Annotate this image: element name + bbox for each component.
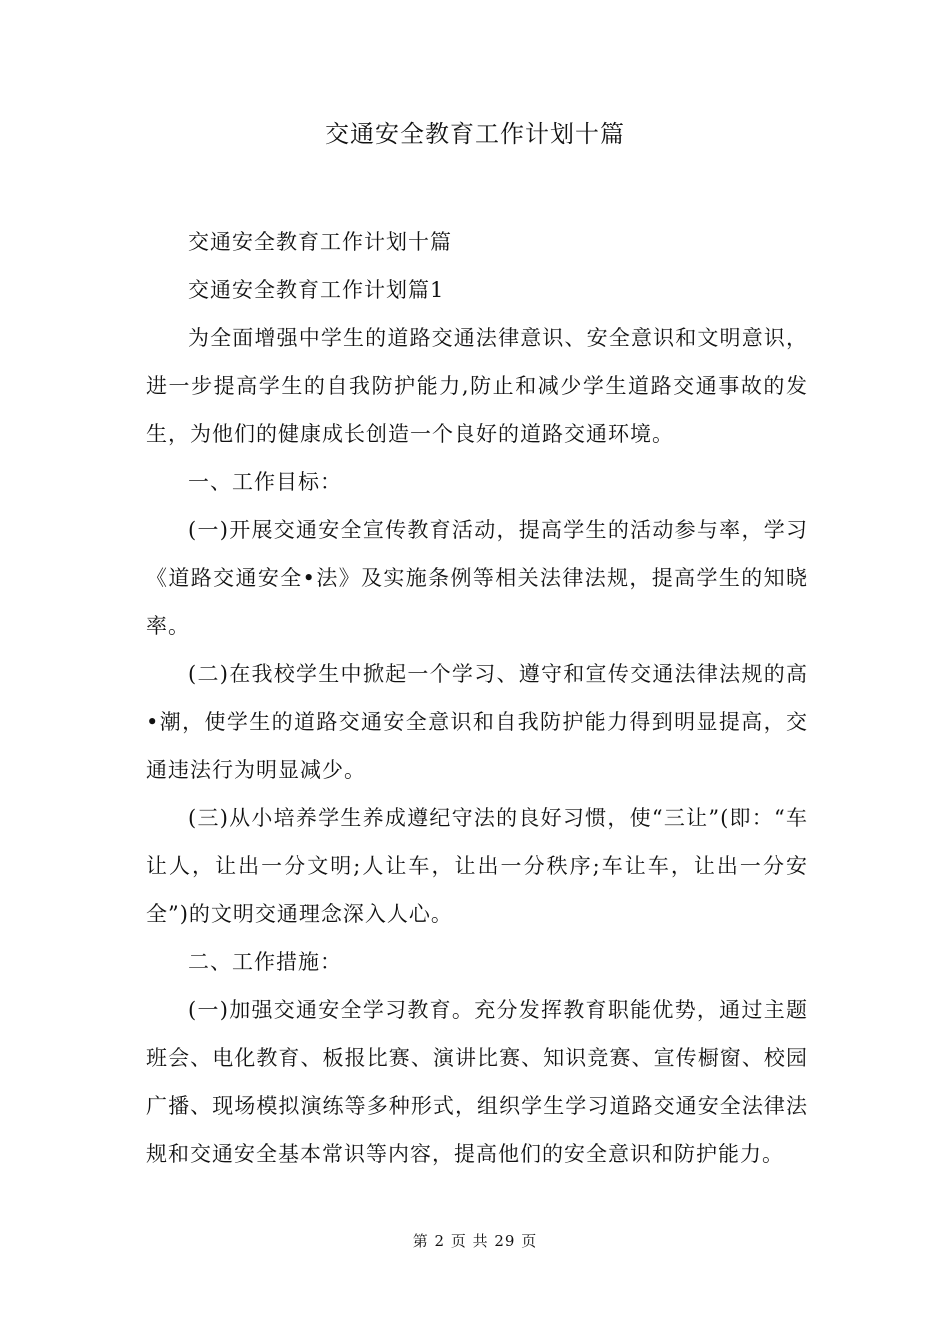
- paragraph-section-title: 交通安全教育工作计划篇1: [188, 278, 445, 302]
- paragraph-goal-2: (二)在我校学生中掀起一个学习、遵守和宣传交通法律法规的高•潮，使学生的道路交通安全意识和自我防护能力得到明显提高，交通违法行为明显减少。: [146, 662, 808, 782]
- page-footer: 第 2 页 共 29 页: [412, 1232, 538, 1250]
- paragraph-measure-1: (一)加强交通安全学习教育。充分发挥教育职能优势，通过主题班会、电化教育、板报比赛、演讲比赛、知识竞赛、宣传橱窗、校园广播、现场模拟演练等多种形式，组织学生学习道路交通安全法律法规和交通安全基本常识等内容，提高他们的安全意识和防护能力。: [146, 998, 808, 1166]
- document-title: 交通安全教育工作计划十篇: [325, 120, 625, 148]
- paragraph-goals-heading: 一、工作目标：: [188, 470, 342, 494]
- paragraph-goal-1: (一)开展交通安全宣传教育活动，提高学生的活动参与率，学习《道路交通安全•法》及实施条例等相关法律法规，提高学生的知晓率。: [146, 518, 808, 638]
- paragraph-heading-repeat: 交通安全教育工作计划十篇: [188, 230, 452, 254]
- paragraph-goal-3: (三)从小培养学生养成遵纪守法的良好习惯，使“三让”(即：“车让人，让出一分文明;人让车，让出一分秩序;车让车，让出一分安全”)的文明交通理念深入人心。: [146, 806, 808, 926]
- paragraph-measures-heading: 二、工作措施：: [188, 950, 342, 974]
- paragraph-intro: 为全面增强中学生的道路交通法律意识、安全意识和文明意识，进一步提高学生的自我防护能力,防止和减少学生道路交通事故的发生，为他们的健康成长创造一个良好的道路交通环境。: [146, 326, 808, 446]
